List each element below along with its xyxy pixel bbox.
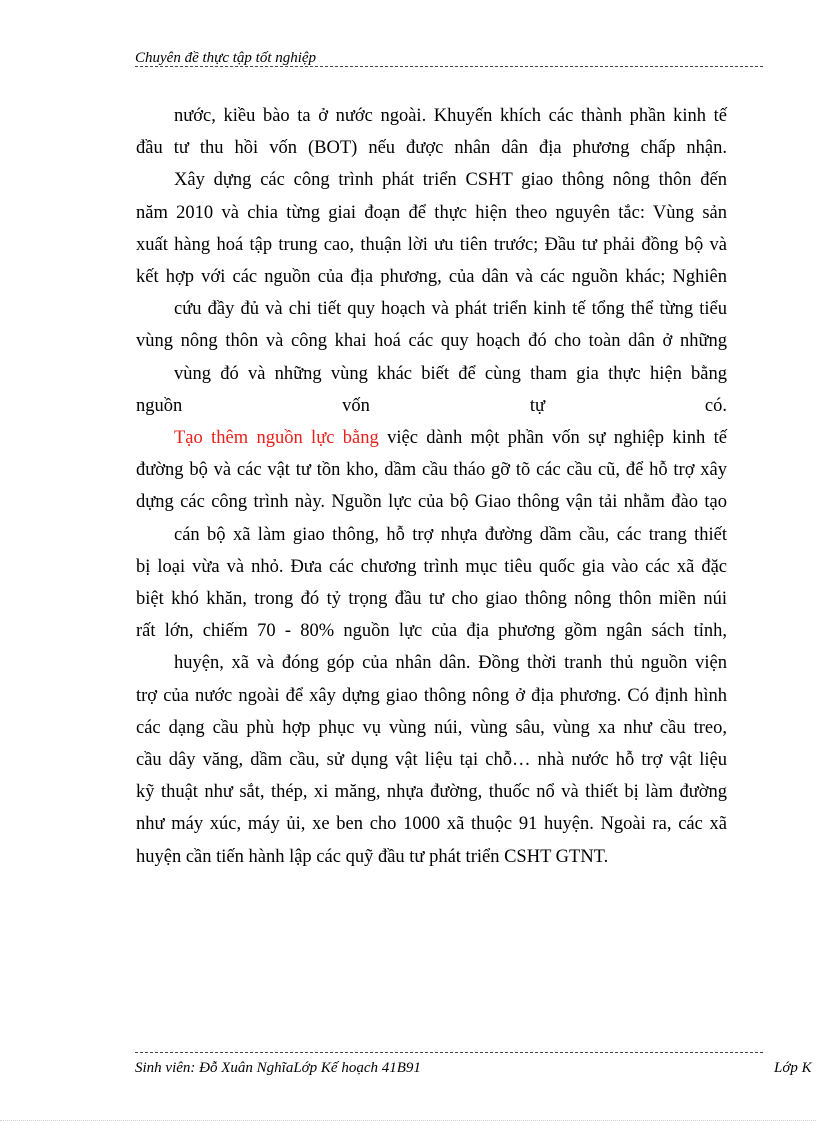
body-line: kỹ thuật như sắt, thép, xi măng, nhựa đường, thuốc nổ và thiết bị làm đường [136, 782, 727, 803]
body-line: nguồn vốn tự có. [136, 395, 727, 416]
body-line: trợ của nước ngoài để xây dựng giao thông nông ở địa phương. Có định hình [136, 685, 727, 706]
body-line: năm 2010 và chia từng giai đoạn để thực hiện theo nguyên tắc: Vùng sản [136, 202, 727, 223]
body-line: đường bộ và các vật tư tồn kho, dầm cầu tháo gỡ tõ các cầu cũ, để hỗ trợ xây [136, 460, 727, 481]
body-line: rất lớn, chiếm 70 - 80% nguồn lực của địa phương gồm ngân sách tỉnh, [136, 621, 727, 642]
body-line: cán bộ xã làm giao thông, hỗ trợ nhựa đường dầm cầu, các trang thiết [174, 524, 727, 545]
footer-author: Sinh viên: Đỗ Xuân NghĩaLớp Kế hoạch 41B91 [135, 1060, 421, 1076]
body-line: cầu dây văng, dầm cầu, sử dụng vật liệu tại chỗ… nhà nước hỗ trợ vật liệu [136, 750, 727, 771]
footer-divider [135, 1052, 763, 1053]
body-line: các dạng cầu phù hợp phục vụ vùng núi, vùng sâu, vùng xa như cầu treo, [136, 717, 727, 738]
body-line: cứu đầy đủ và chi tiết quy hoạch và phát triển kinh tế tổng thể từng tiểu [174, 299, 727, 320]
body-line: biệt khó khăn, trong đó tỷ trọng đầu tư cho giao thông nông thôn miền núi [136, 589, 727, 610]
header-title: Chuyên đề thực tập tốt nghiệp [135, 50, 317, 66]
page-edge-divider [0, 1120, 816, 1121]
body-line: dựng các công trình này. Nguồn lực của bộ Giao thông vận tải nhằm đào tạo [136, 492, 727, 513]
highlighted-phrase: Tạo thêm nguồn lực bằng [174, 428, 379, 449]
body-line: huyện cần tiến hành lập các quỹ đầu tư phát triển CSHT GTNT. [136, 846, 609, 867]
header-divider [135, 66, 763, 67]
body-line: Xây dựng các công trình phát triển CSHT giao thông nông thôn đến [174, 170, 727, 191]
body-line: kết hợp với các nguồn của địa phương, của dân và các nguồn khác; Nghiên [136, 267, 727, 288]
body-line: đầu tư thu hồi vốn (BOT) nếu được nhân dân địa phương chấp nhận. [136, 138, 727, 159]
body-line: nước, kiều bào ta ở nước ngoài. Khuyến khích các thành phần kinh tế [174, 106, 727, 126]
footer-class: Lớp K [774, 1060, 812, 1076]
body-text [136, 100, 727, 873]
body-line: vùng đó và những vùng khác biết để cùng tham gia thực hiện bằng [174, 363, 727, 384]
body-line-rest: việc dành một phần vốn sự nghiệp kinh tế [378, 428, 727, 449]
body-line: huyện, xã và đóng góp của nhân dân. Đồng thời tranh thủ nguồn viện [174, 653, 727, 674]
body-line-highlighted [136, 422, 727, 454]
body-line: vùng nông thôn và công khai hoá các quy hoạch đó cho toàn dân ở những [136, 331, 727, 352]
body-line: xuất hàng hoá tập trung cao, thuận lời ưu tiên trước; Đầu tư phải đồng bộ và [136, 234, 727, 255]
body-line: bị loại vừa và nhỏ. Đưa các chương trình mục tiêu quốc gia vào các xã đặc [136, 556, 727, 577]
body-line: như máy xúc, máy ủi, xe ben cho 1000 xã thuộc 91 huyện. Ngoài ra, các xã [136, 814, 727, 835]
